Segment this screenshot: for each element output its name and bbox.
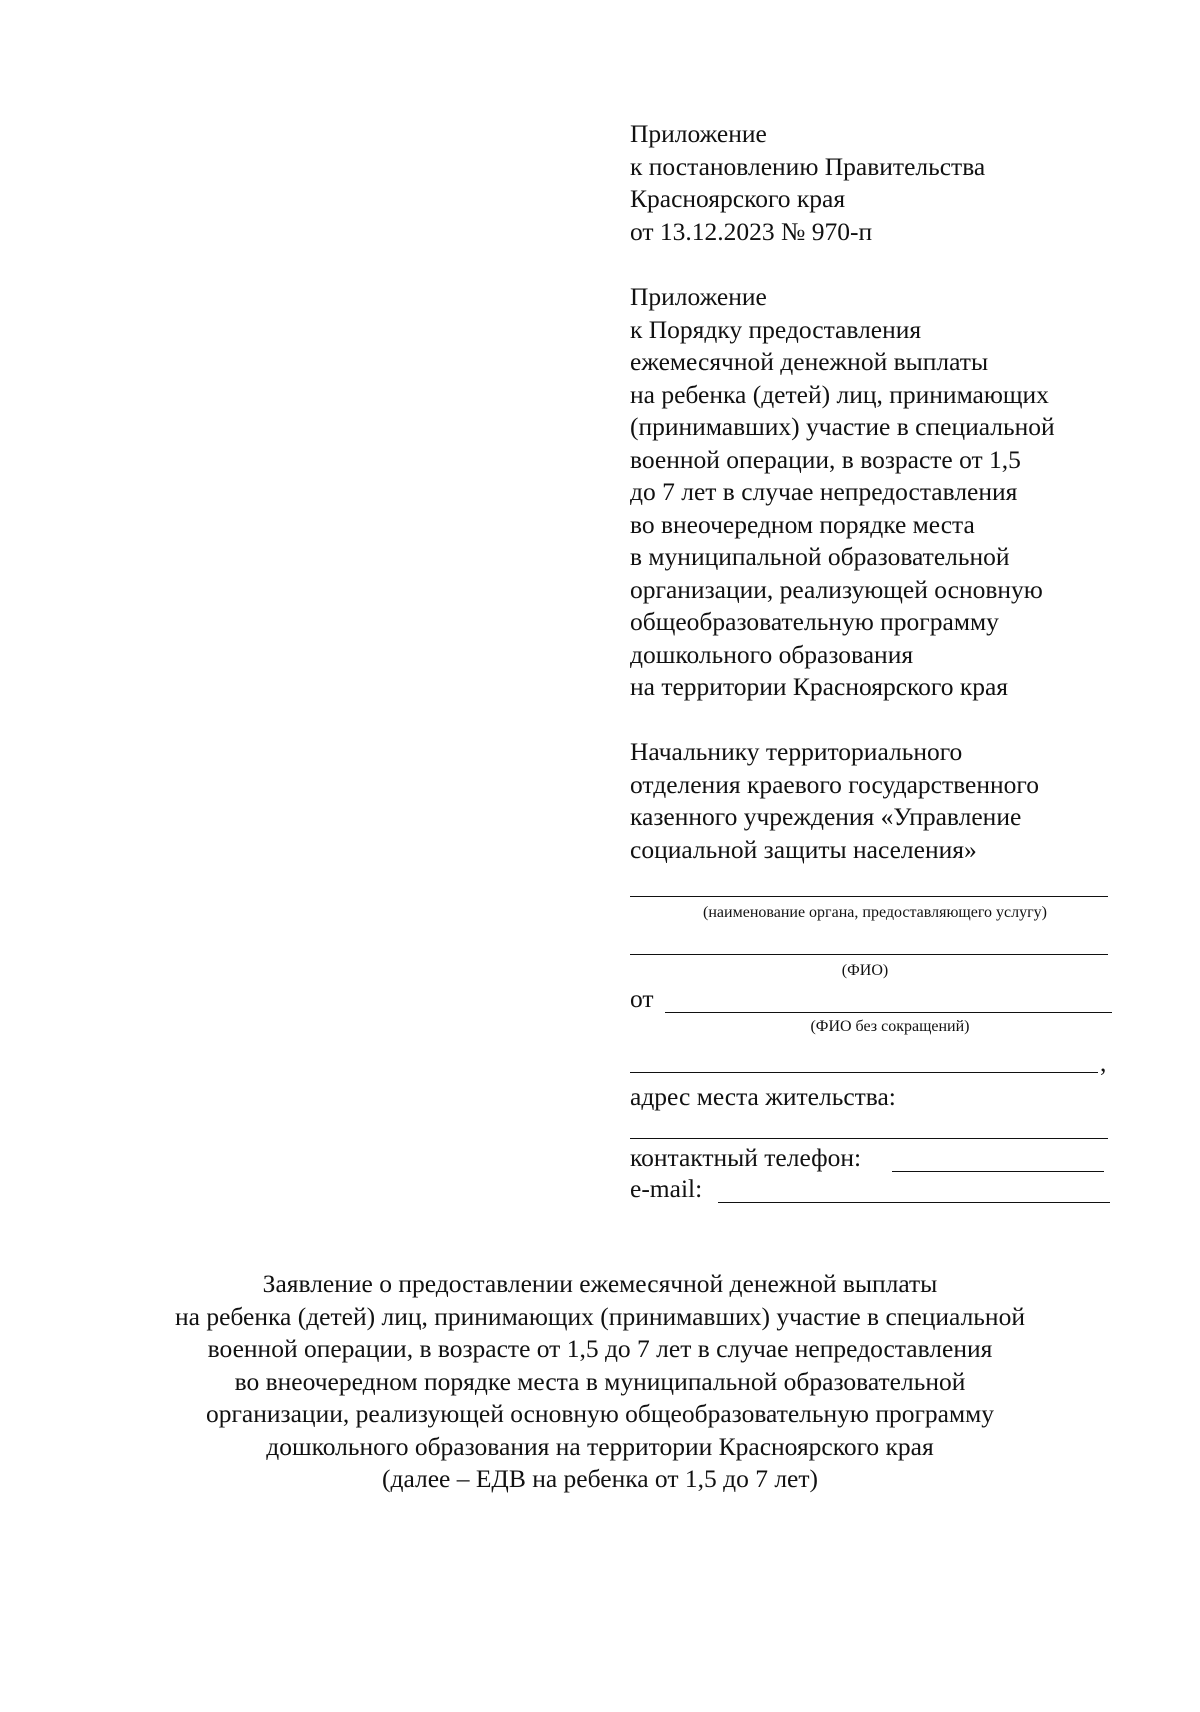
addressee-line: отделения краевого государственного bbox=[630, 769, 1039, 799]
appendix-line: к постановлению Правительства bbox=[630, 151, 986, 181]
email-label: e-mail: bbox=[630, 1174, 703, 1203]
applicant-fio-field[interactable] bbox=[665, 1012, 1112, 1013]
phone-field[interactable] bbox=[892, 1171, 1104, 1172]
fio-field[interactable] bbox=[630, 954, 1108, 955]
appendix-line: Красноярского края bbox=[630, 184, 846, 213]
address-field[interactable] bbox=[630, 1138, 1108, 1139]
from-label: от bbox=[630, 984, 654, 1013]
appendix-line: к Порядку предоставления bbox=[630, 314, 922, 344]
appendix-order-header bbox=[630, 281, 1100, 704]
appendix-line: на ребенка (детей) лиц, принимающих bbox=[630, 379, 1049, 409]
appendix-line: (принимавших) участие в специальной bbox=[630, 412, 1055, 441]
appendix-line: Приложение bbox=[630, 282, 767, 311]
appendix-line: во внеочередном порядке места bbox=[630, 509, 975, 539]
appendix-line: в муниципальной образовательной bbox=[630, 542, 1010, 571]
addressee-line: социальной защиты населения» bbox=[630, 834, 977, 864]
appendix-resolution-header bbox=[630, 118, 1100, 248]
appendix-line: военной операции, в возрасте от 1,5 bbox=[630, 444, 1021, 474]
appendix-line: на территории Красноярского края bbox=[630, 672, 1009, 701]
appendix-line: общеобразовательную программу bbox=[630, 607, 999, 636]
organ-name-caption: (наименование органа, предоставляющего услугу) bbox=[703, 904, 1047, 921]
address-label: адрес места жительства: bbox=[630, 1082, 896, 1111]
title-line: во внеочередном порядке места в муниципальной образовательной bbox=[234, 1366, 966, 1396]
comma-mark: , bbox=[1100, 1048, 1107, 1077]
appendix-line: до 7 лет в случае непредоставления bbox=[630, 477, 1018, 506]
addressee-line: казенного учреждения «Управление bbox=[630, 802, 1022, 831]
title-line: Заявление о предоставлении ежемесячной денежной выплаты bbox=[262, 1269, 938, 1298]
applicant-fio-continued-field[interactable] bbox=[630, 1072, 1098, 1073]
title-line: организации, реализующей основную общеобразовательную программу bbox=[205, 1399, 995, 1428]
email-field[interactable] bbox=[718, 1202, 1110, 1203]
phone-label: контактный телефон: bbox=[630, 1143, 862, 1172]
title-line: дошкольного образования на территории Красноярского края bbox=[266, 1431, 934, 1461]
addressee-line: Начальнику территориального bbox=[630, 737, 963, 766]
addressee-block bbox=[630, 736, 1100, 866]
statement-title bbox=[100, 1268, 1100, 1496]
title-line: на ребенка (детей) лиц, принимающих (принимавших) участие в специальной bbox=[175, 1301, 1025, 1331]
appendix-line: Приложение bbox=[630, 119, 767, 148]
title-line: (далее – ЕДВ на ребенка от 1,5 до 7 лет) bbox=[381, 1464, 818, 1493]
applicant-fio-caption: (ФИО без сокращений) bbox=[810, 1018, 970, 1035]
fio-caption: (ФИО) bbox=[841, 962, 889, 979]
organ-name-field[interactable] bbox=[630, 896, 1108, 897]
appendix-line: ежемесячной денежной выплаты bbox=[630, 347, 989, 376]
title-line: военной операции, в возрасте от 1,5 до 7 лет в случае непредоставления bbox=[207, 1334, 993, 1363]
appendix-line: от 13.12.2023 № 970-п bbox=[630, 216, 873, 246]
appendix-line: организации, реализующей основную bbox=[630, 574, 1043, 604]
appendix-line: дошкольного образования bbox=[630, 639, 914, 669]
